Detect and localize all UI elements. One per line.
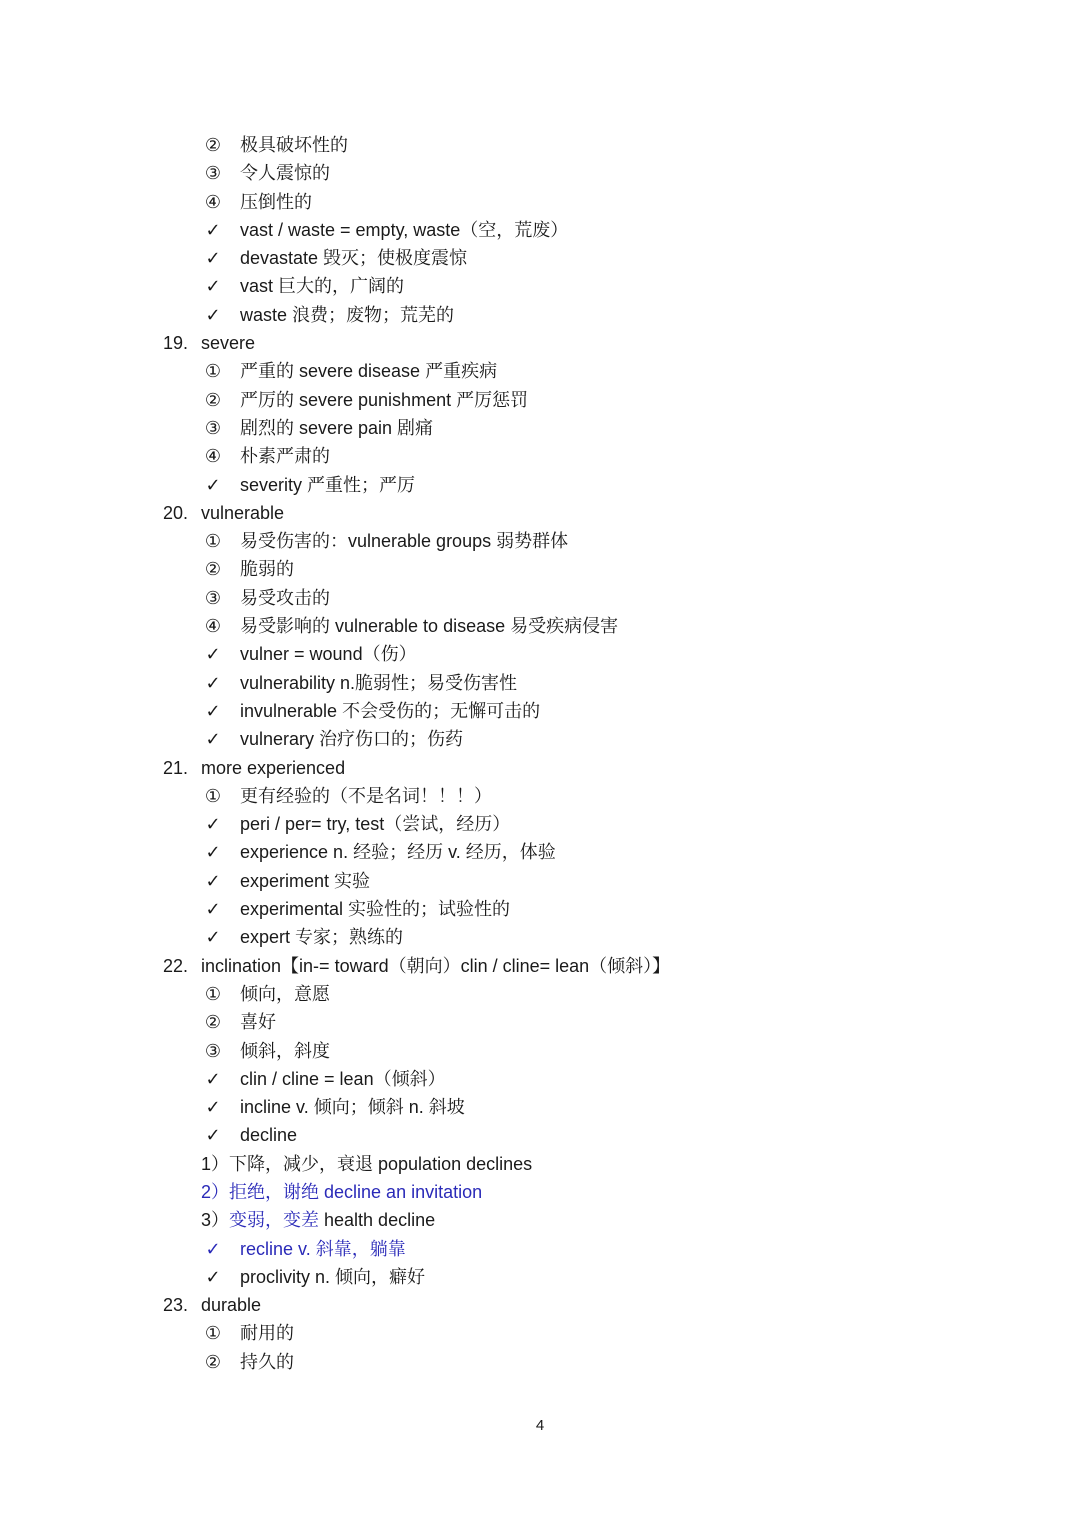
entry-number: 20. <box>163 502 189 523</box>
definition-text: clin / cline = lean（倾斜） <box>240 1068 446 1089</box>
definition-text: proclivity n. 倾向，癖好 <box>240 1266 426 1287</box>
checkmark-icon: ✓ <box>205 1125 221 1146</box>
circled-number: ③ <box>204 1040 222 1061</box>
definition-item <box>0 782 1080 810</box>
entry-heading <box>0 952 1080 980</box>
definition-item <box>0 612 1080 640</box>
definition-item <box>0 867 1080 895</box>
circled-number: ③ <box>204 163 222 184</box>
definition-item <box>0 1065 1080 1093</box>
entry-word: inclination【in-= toward（朝向）clin / cline= lean（倾斜）】 <box>201 955 671 976</box>
checkmark-icon: ✓ <box>205 899 221 920</box>
sub-definition <box>0 1178 1080 1206</box>
circled-number: ② <box>204 1351 222 1372</box>
sub-definition-text: 1）下降，减少，衰退 population declines <box>201 1153 533 1174</box>
definition-text: decline <box>240 1125 298 1146</box>
checkmark-icon: ✓ <box>205 644 221 665</box>
entry-number: 23. <box>163 1295 189 1316</box>
definition-item <box>0 697 1080 725</box>
circled-number: ② <box>204 135 222 155</box>
definition-text: vast 巨大的，广阔的 <box>240 276 405 297</box>
definition-item <box>0 301 1080 329</box>
vocabulary-list <box>0 131 1080 1376</box>
definition-item <box>0 1235 1080 1263</box>
entry-word: severe <box>201 333 256 354</box>
circled-number: ③ <box>204 587 222 608</box>
checkmark-icon: ✓ <box>205 1068 221 1089</box>
page-number: 4 <box>535 1417 545 1434</box>
definition-item <box>0 838 1080 866</box>
sub-definition-text: 3）变弱，变差 health decline <box>201 1210 436 1231</box>
definition-text: vulnerability n.脆弱性；易受伤害性 <box>240 672 518 693</box>
checkmark-icon: ✓ <box>205 814 221 835</box>
definition-text: experimental 实验性的；试验性的 <box>240 899 511 920</box>
definition-text: peri / per= try, test（尝试，经历） <box>240 814 511 835</box>
checkmark-icon: ✓ <box>205 672 221 693</box>
definition-item <box>0 442 1080 470</box>
definition-item <box>0 1037 1080 1065</box>
definition-text: 倾向，意愿 <box>240 983 330 1004</box>
definition-text: incline v. 倾向；倾斜 n. 斜坡 <box>240 1097 465 1118</box>
definition-item <box>0 386 1080 414</box>
sub-definition-text: 2）拒绝，谢绝 decline an invitation <box>201 1181 483 1202</box>
circled-number: ① <box>204 785 222 806</box>
definition-text: 更有经验的（不是名词！！！） <box>240 785 492 806</box>
entry-heading <box>0 1291 1080 1319</box>
definition-item <box>0 584 1080 612</box>
checkmark-icon: ✓ <box>205 474 221 495</box>
entry-heading <box>0 499 1080 527</box>
definition-text: devastate 毁灭；使极度震惊 <box>240 248 468 269</box>
definition-text: 易受伤害的：vulnerable groups 弱势群体 <box>240 531 569 552</box>
checkmark-icon: ✓ <box>205 1266 221 1287</box>
circled-number: ① <box>204 983 222 1004</box>
definition-text: vulner = wound（伤） <box>240 644 417 665</box>
definition-text: experiment 实验 <box>240 870 371 891</box>
circled-number: ② <box>204 559 222 580</box>
definition-item <box>0 159 1080 187</box>
definition-text: 极具破坏性的 <box>240 135 348 155</box>
definition-item <box>0 980 1080 1008</box>
entry-word: vulnerable <box>201 502 285 523</box>
checkmark-icon: ✓ <box>205 870 221 891</box>
definition-item <box>0 244 1080 272</box>
definition-item <box>0 216 1080 244</box>
circled-number: ① <box>204 531 222 552</box>
definition-text: expert 专家；熟练的 <box>240 927 404 948</box>
definition-item <box>0 895 1080 923</box>
definition-item <box>0 555 1080 583</box>
checkmark-icon: ✓ <box>205 927 221 948</box>
definition-item <box>0 131 1080 159</box>
definition-text: 令人震惊的 <box>240 163 330 184</box>
checkmark-icon: ✓ <box>205 1097 221 1118</box>
definition-text: 压倒性的 <box>240 191 312 212</box>
checkmark-icon: ✓ <box>205 842 221 863</box>
definition-text: 严重的 severe disease 严重疾病 <box>240 361 498 382</box>
definition-text: waste 浪费；废物；荒芜的 <box>240 304 455 325</box>
definition-text: 脆弱的 <box>240 559 294 580</box>
definition-text: invulnerable 不会受伤的；无懈可击的 <box>240 700 541 721</box>
entry-number: 19. <box>163 333 189 354</box>
definition-text: 耐用的 <box>240 1323 294 1344</box>
checkmark-icon: ✓ <box>205 248 221 269</box>
sub-definition <box>0 1206 1080 1234</box>
definition-text: 倾斜，斜度 <box>240 1040 330 1061</box>
definition-item <box>0 272 1080 300</box>
definition-item <box>0 414 1080 442</box>
entry-heading <box>0 754 1080 782</box>
circled-number: ④ <box>204 446 222 467</box>
circled-number: ④ <box>204 616 222 637</box>
definition-item <box>0 357 1080 385</box>
entry-word: more experienced <box>201 757 346 778</box>
definition-item <box>0 471 1080 499</box>
checkmark-icon: ✓ <box>205 729 221 750</box>
definition-item <box>0 1263 1080 1291</box>
definition-text: 持久的 <box>240 1351 294 1372</box>
definition-item <box>0 1093 1080 1121</box>
definition-item <box>0 1121 1080 1149</box>
checkmark-icon: ✓ <box>205 700 221 721</box>
circled-number: ② <box>204 389 222 410</box>
definition-text: 朴素严肃的 <box>240 446 330 467</box>
definition-item <box>0 1319 1080 1347</box>
definition-text: experience n. 经验；经历 v. 经历，体验 <box>240 842 556 863</box>
definition-item <box>0 1348 1080 1376</box>
definition-item <box>0 725 1080 753</box>
checkmark-icon: ✓ <box>205 304 221 325</box>
sub-definition <box>0 1150 1080 1178</box>
definition-text: 易受攻击的 <box>240 587 330 608</box>
definition-item <box>0 810 1080 838</box>
definition-item <box>0 527 1080 555</box>
definition-item <box>0 188 1080 216</box>
definition-text: 严厉的 severe punishment 严厉惩罚 <box>240 389 529 410</box>
definition-text: 易受影响的 vulnerable to disease 易受疾病侵害 <box>240 616 619 637</box>
definition-text: 喜好 <box>240 1012 276 1033</box>
circled-number: ② <box>204 1012 222 1033</box>
definition-text: 剧烈的 severe pain 剧痛 <box>240 417 434 438</box>
definition-item <box>0 1008 1080 1036</box>
entry-heading <box>0 329 1080 357</box>
checkmark-icon: ✓ <box>205 219 221 240</box>
circled-number: ① <box>204 361 222 382</box>
definition-text: vulnerary 治疗伤口的；伤药 <box>240 729 464 750</box>
definition-item <box>0 669 1080 697</box>
checkmark-icon: ✓ <box>205 1238 221 1259</box>
definition-item <box>0 923 1080 951</box>
entry-number: 22. <box>163 955 189 976</box>
definition-text: vast / waste = empty, waste（空，荒废） <box>240 219 569 240</box>
entry-number: 21. <box>163 757 189 778</box>
definition-item <box>0 640 1080 668</box>
circled-number: ③ <box>204 417 222 438</box>
circled-number: ④ <box>204 191 222 212</box>
circled-number: ① <box>204 1323 222 1344</box>
definition-text: severity 严重性；严厉 <box>240 474 416 495</box>
definition-text: recline v. 斜靠，躺靠 <box>240 1238 406 1259</box>
entry-word: durable <box>201 1295 262 1316</box>
checkmark-icon: ✓ <box>205 276 221 297</box>
